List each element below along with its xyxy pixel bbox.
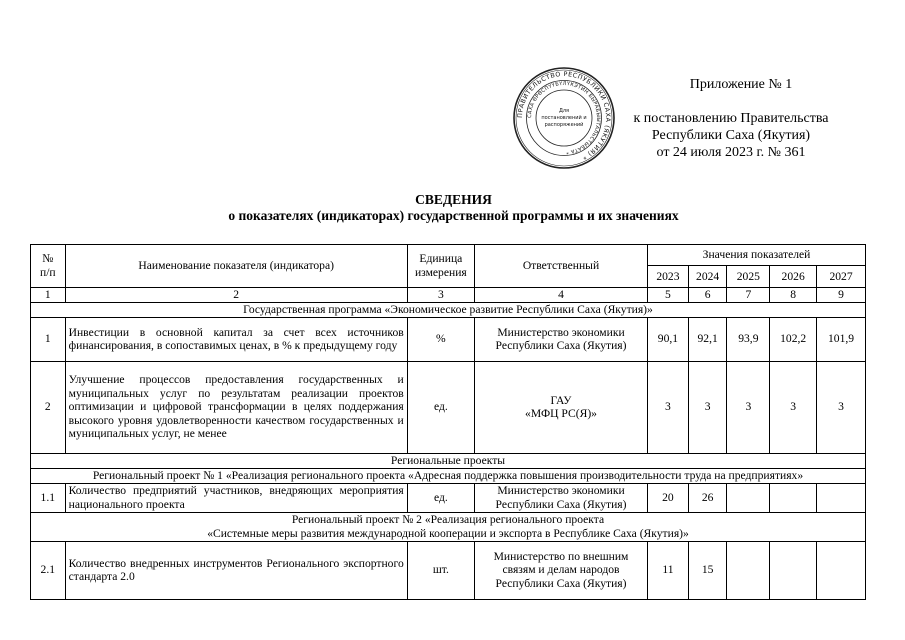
project2-title — [31, 512, 866, 541]
indicators-table — [30, 244, 866, 600]
row-value: 3 — [688, 361, 727, 453]
row-value: 20 — [648, 483, 689, 512]
row-value — [817, 541, 866, 599]
row-name: Количество внедренных инструментов Регионального экспортного стандарта 2.0 — [65, 541, 407, 599]
row-value: 3 — [727, 361, 770, 453]
header-unit: Единица измерения — [407, 245, 474, 288]
row-value: 11 — [648, 541, 689, 599]
row-value: 3 — [770, 361, 817, 453]
row-value: 3 — [648, 361, 689, 453]
row-value — [727, 541, 770, 599]
row-unit: ед. — [407, 483, 474, 512]
row-responsible: Министерство по внешним связям и делам народов Республики Саха (Якутия) — [474, 541, 647, 599]
row-value: 3 — [817, 361, 866, 453]
table-row — [31, 361, 866, 453]
regional-section-row — [31, 453, 866, 468]
header-year: 2024 — [688, 266, 727, 288]
row-value: 93,9 — [727, 317, 770, 361]
regional-section-title: Региональные проекты — [31, 453, 866, 468]
table-row — [31, 317, 866, 361]
project-title-row — [31, 512, 866, 541]
row-responsible: Министерство экономики Республики Саха (Якутия) — [474, 317, 647, 361]
row-value — [770, 483, 817, 512]
column-numbers-row — [31, 288, 866, 303]
appendix-block — [606, 76, 856, 161]
header-year: 2023 — [648, 266, 689, 288]
column-number: 2 — [65, 288, 407, 303]
program-title: Государственная программа «Экономическое развитие Республики Саха (Якутия)» — [31, 302, 866, 317]
column-number: 6 — [688, 288, 727, 303]
row-unit: шт. — [407, 541, 474, 599]
row-name: Количество предприятий участников, внедряющих мероприятия национального проекта — [65, 483, 407, 512]
document-title: СВЕДЕНИЯ — [415, 192, 492, 207]
column-number: 7 — [727, 288, 770, 303]
column-number: 3 — [407, 288, 474, 303]
column-number: 1 — [31, 288, 66, 303]
seal-center-line: распоряжений — [544, 122, 584, 128]
appendix-line: Республики Саха (Якутия) — [651, 128, 811, 143]
row-value: 15 — [688, 541, 727, 599]
row-value — [727, 483, 770, 512]
row-num: 2.1 — [31, 541, 66, 599]
row-value — [817, 483, 866, 512]
document-subtitle: о показателях (индикаторах) государственной программы и их значениях — [228, 208, 679, 223]
project-title-row — [31, 468, 866, 483]
row-num: 2 — [31, 361, 66, 453]
row-name: Улучшение процессов предоставления государственных и муниципальных услуг по результатам реализации проектов оптимизации и цифровой трансформации в целях поддержания высокого уровня удовлетворенности качеством государственных и муниципальных услуг, не менее — [65, 361, 407, 453]
row-num: 1 — [31, 317, 66, 361]
row-num: 1.1 — [31, 483, 66, 512]
table-row — [31, 483, 866, 512]
project1-title: Региональный проект № 1 «Реализация регионального проекта «Адресная поддержка повышения производительности труда на предприятиях» — [31, 468, 866, 483]
column-number: 9 — [817, 288, 866, 303]
table-row — [31, 541, 866, 599]
row-value: 26 — [688, 483, 727, 512]
seal-center-line: Для — [558, 108, 570, 114]
document-heading — [30, 192, 877, 224]
row-value: 102,2 — [770, 317, 817, 361]
row-unit: ед. — [407, 361, 474, 453]
row-value: 90,1 — [648, 317, 689, 361]
project2-title-line: Региональный проект № 2 «Реализация регионального проекта — [291, 513, 605, 526]
row-responsible — [474, 361, 647, 453]
header-year: 2026 — [770, 266, 817, 288]
seal-inner-text: САХА ӨРӨСПҮҮБҮЛҮКЭТИН БЫРАБЫЫТАЛЬСТЫБАТА * — [526, 80, 602, 155]
row-responsible: Министерство экономики Республики Саха (Якутия) — [474, 483, 647, 512]
appendix-line: от 24 июля 2023 г. № 361 — [656, 145, 806, 160]
column-number: 5 — [648, 288, 689, 303]
header-year: 2027 — [817, 266, 866, 288]
row-value: 92,1 — [688, 317, 727, 361]
program-title-row — [31, 302, 866, 317]
responsible-line: ГАУ — [550, 393, 572, 407]
row-value — [770, 541, 817, 599]
header-responsible: Ответственный — [474, 245, 647, 288]
appendix-line: к постановлению Правительства — [633, 111, 829, 126]
header-values-group: Значения показателей — [648, 245, 866, 266]
official-seal — [512, 66, 616, 170]
project2-title-line: «Системные меры развития международной кооперации и экспорта в Республике Саха (Якутия)» — [207, 526, 689, 540]
header-row — [31, 245, 866, 266]
responsible-line: «МФЦ РС(Я)» — [525, 407, 597, 421]
column-number: 8 — [770, 288, 817, 303]
row-unit: % — [407, 317, 474, 361]
header-year: 2025 — [727, 266, 770, 288]
row-value: 101,9 — [817, 317, 866, 361]
row-name: Инвестиции в основной капитал за счет всех источников финансирования, в сопоставимых ценах, в % к предыдущему году — [65, 317, 407, 361]
seal-center-line: постановлений и — [541, 115, 587, 121]
seal-outer-text: ПРАВИТЕЛЬСТВО РЕСПУБЛИКИ САХА (ЯКУТИЯ) * — [516, 70, 612, 161]
appendix-title: Приложение № 1 — [689, 77, 793, 92]
header-name: Наименование показателя (индикатора) — [65, 245, 407, 288]
header-num: № п/п — [31, 245, 66, 288]
column-number: 4 — [474, 288, 647, 303]
